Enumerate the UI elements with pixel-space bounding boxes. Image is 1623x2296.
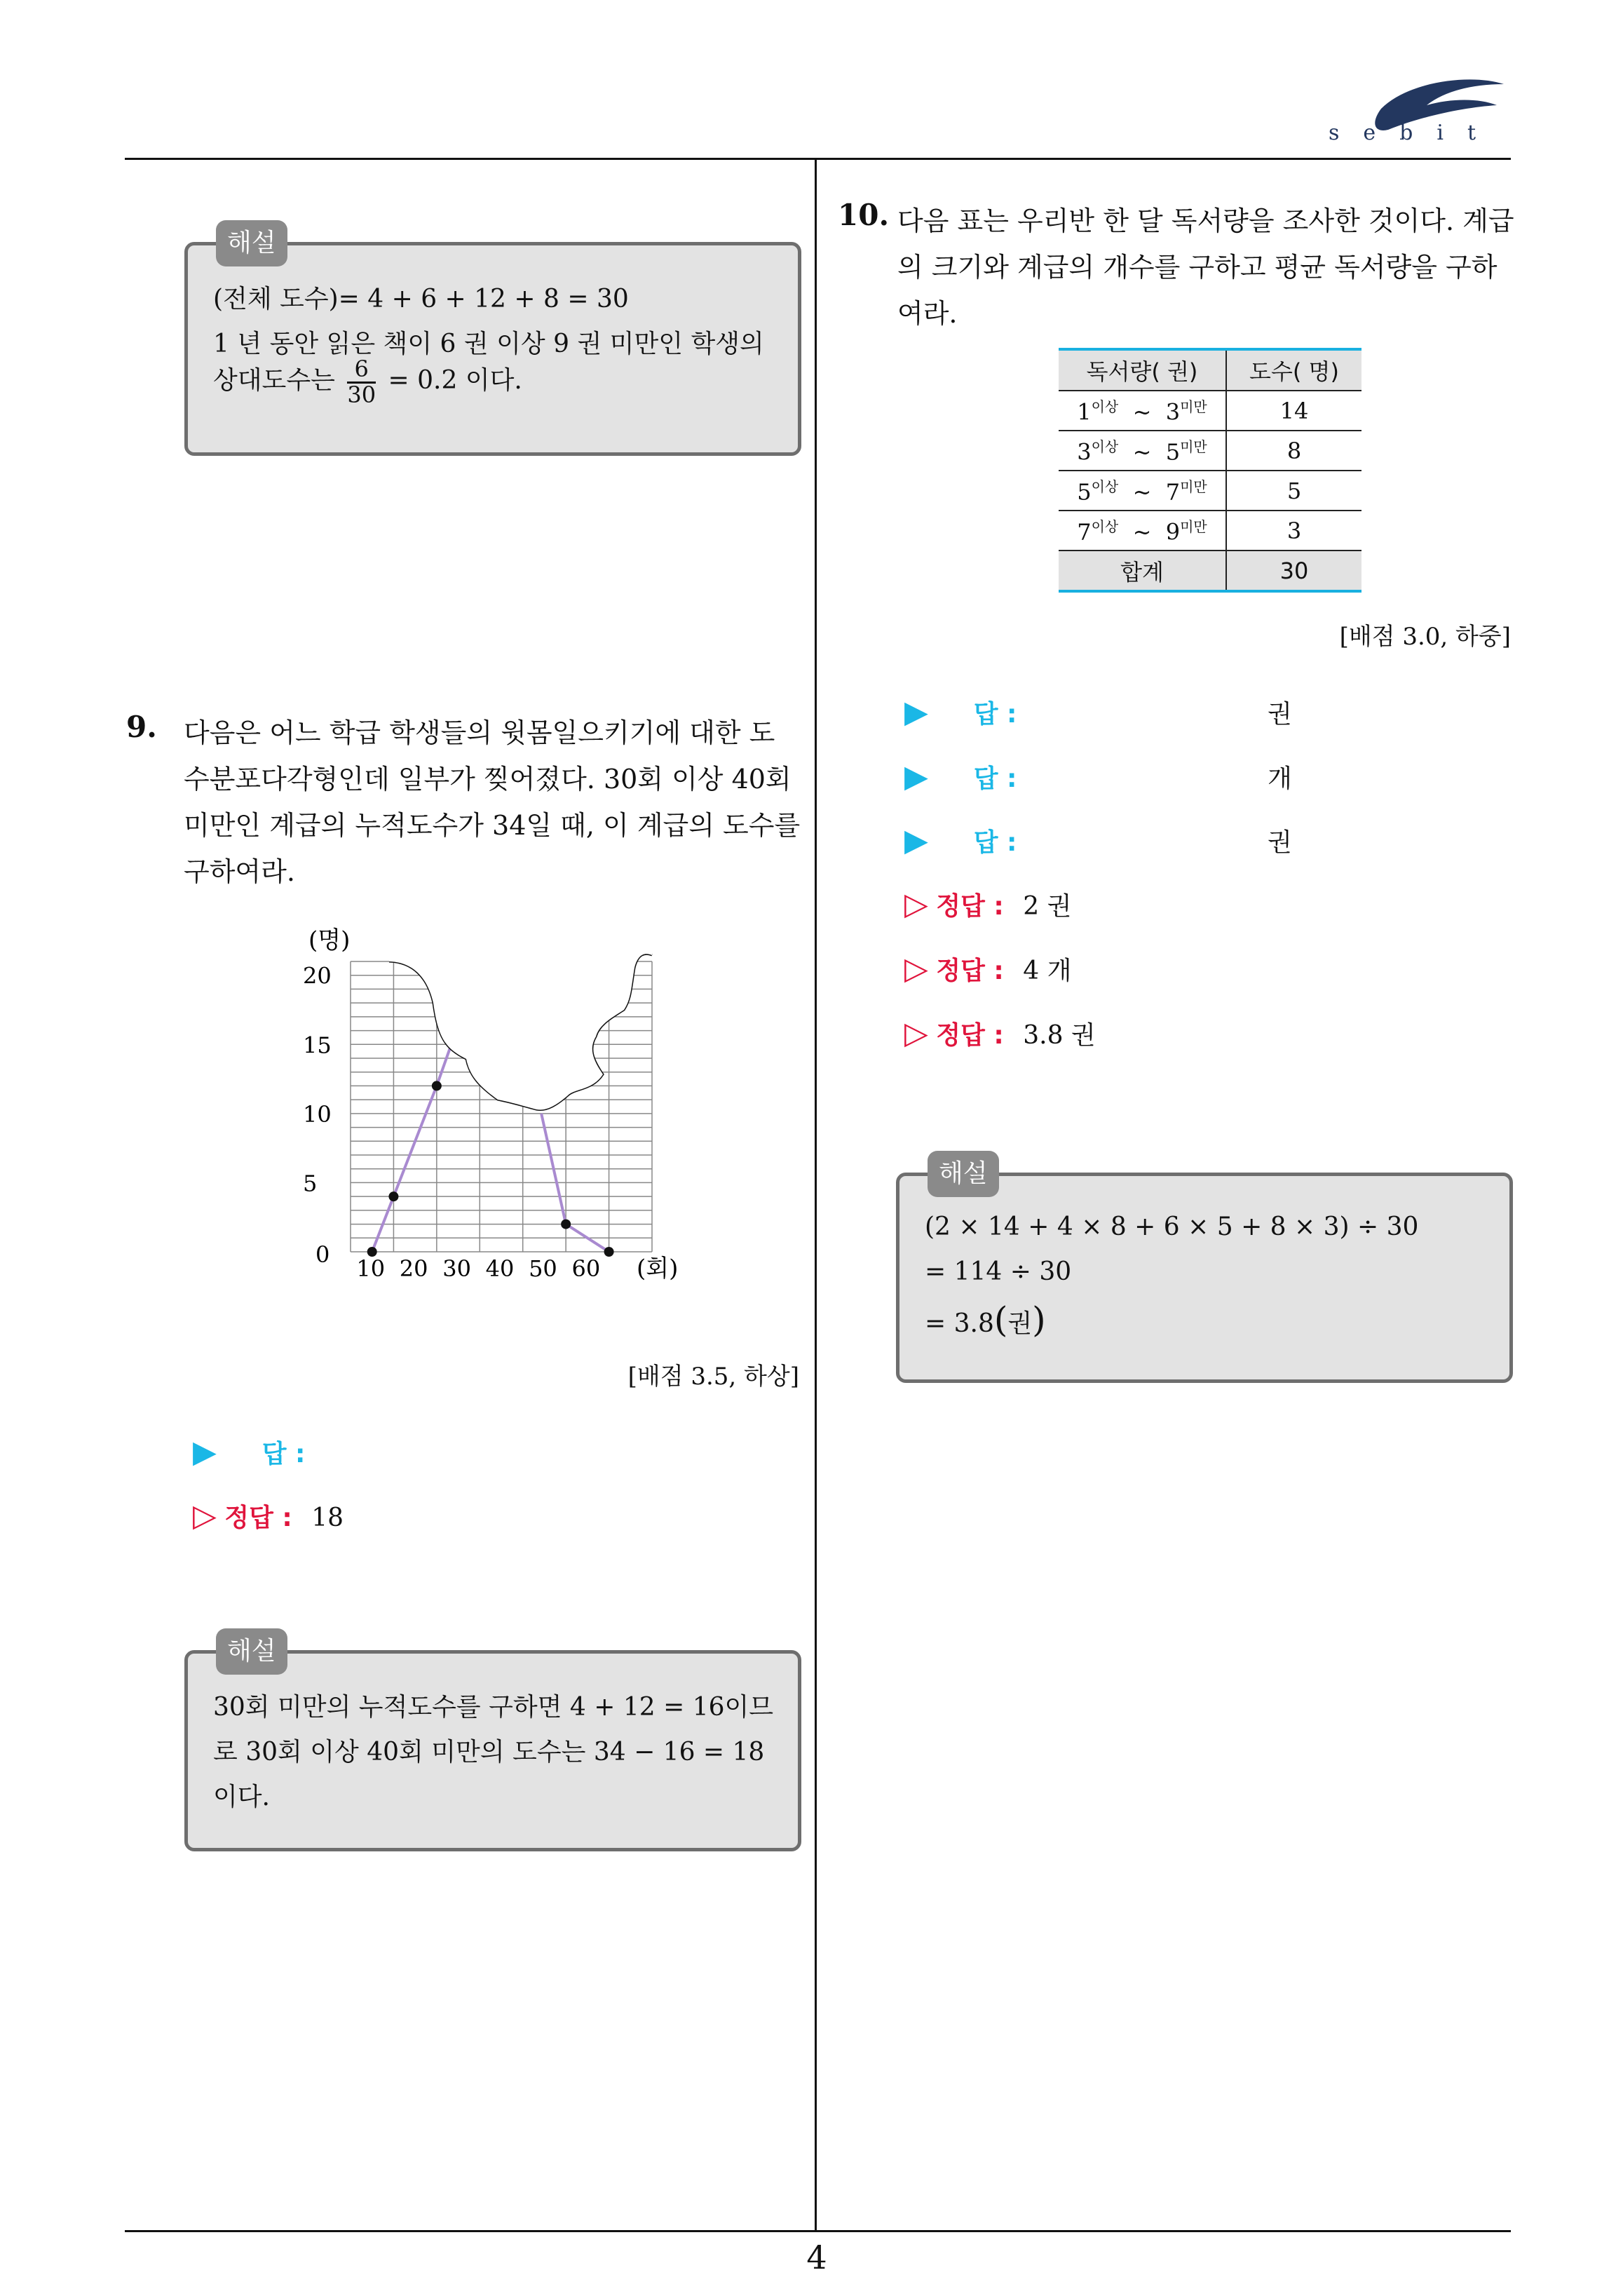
question-number: 10. bbox=[838, 198, 890, 232]
correct-answer-value: 3.8 권 bbox=[1023, 1021, 1096, 1050]
table-header: 독서량( 권) bbox=[1059, 349, 1226, 391]
text-segment: = 3.8 bbox=[925, 1309, 994, 1338]
y-axis-label: (명) bbox=[308, 926, 351, 954]
outline-triangle-icon: ▷ bbox=[904, 951, 928, 987]
table-total-row bbox=[1059, 551, 1361, 591]
data-point bbox=[604, 1247, 614, 1257]
correct-answer-row bbox=[193, 1498, 344, 1534]
outline-triangle-icon: ▷ bbox=[904, 1015, 928, 1051]
data-point bbox=[388, 1191, 398, 1201]
column-divider bbox=[815, 158, 817, 2231]
question-text: 여라. bbox=[897, 298, 958, 329]
unit-text: 권 bbox=[1007, 1309, 1033, 1338]
explanation-line: = 114 ÷ 30 bbox=[925, 1257, 1072, 1286]
fraction bbox=[347, 358, 376, 407]
explanation-tab: 해설 bbox=[216, 220, 287, 266]
explanation-box-q9 bbox=[184, 1637, 801, 1851]
answer-unit: 권 bbox=[1268, 700, 1292, 729]
correct-answer-value: 2 권 bbox=[1023, 892, 1072, 921]
correct-answer-value: 4 개 bbox=[1023, 957, 1072, 985]
footer-rule bbox=[125, 2230, 1511, 2232]
explanation-line: 이다. bbox=[213, 1783, 270, 1811]
page-number: 4 bbox=[806, 2238, 827, 2276]
x-tick-label: 40 bbox=[485, 1255, 515, 1282]
answer-unit: 개 bbox=[1268, 764, 1292, 793]
series-segment-torn bbox=[437, 1044, 451, 1086]
question-text: 다음 표는 우리반 한 달 독서량을 조사한 것이다. 계급 bbox=[897, 205, 1514, 236]
correct-answer-label: 정답 : bbox=[936, 1021, 1004, 1050]
question-text: 구하여라. bbox=[184, 856, 295, 887]
explanation-line: 1 년 동안 읽은 책이 6 권 이상 9 권 미만인 학생의 bbox=[213, 330, 764, 358]
y-tick-label: 0 bbox=[315, 1241, 330, 1268]
answer-row bbox=[904, 823, 1017, 858]
fraction-numerator: 6 bbox=[347, 358, 376, 384]
y-tick-labels bbox=[303, 963, 332, 1268]
table-row bbox=[1059, 471, 1361, 511]
class-interval-cell: $1^{이상}$ ~ $3^{미만}$ bbox=[1059, 391, 1226, 431]
table-header: 도수( 명) bbox=[1226, 349, 1361, 391]
correct-answer-value: 18 bbox=[311, 1504, 344, 1532]
explanation-tab: 해설 bbox=[216, 1628, 287, 1675]
filled-triangle-icon: ▶ bbox=[904, 823, 928, 858]
total-label: 합계 bbox=[1059, 551, 1226, 591]
filled-triangle-icon: ▶ bbox=[193, 1434, 217, 1470]
x-tick-label: 10 bbox=[356, 1255, 386, 1282]
y-tick-label: 10 bbox=[303, 1100, 332, 1128]
filled-triangle-icon: ▶ bbox=[904, 694, 928, 730]
table-row bbox=[1059, 511, 1361, 551]
fraction-denominator: 30 bbox=[347, 381, 376, 408]
logo-wordmark: sebit bbox=[1329, 121, 1500, 145]
data-point bbox=[561, 1220, 571, 1229]
answer-unit: 권 bbox=[1268, 828, 1292, 857]
x-tick-label: 50 bbox=[529, 1255, 557, 1282]
header-rule bbox=[125, 158, 1511, 160]
answer-row bbox=[193, 1434, 305, 1470]
x-tick-label: 60 bbox=[571, 1255, 601, 1282]
torn-paper-mask bbox=[389, 940, 652, 1110]
x-axis-label: (회) bbox=[637, 1255, 679, 1283]
explanation-line: 로 30회 이상 40회 미만의 도수는 34 − 16 = 18 bbox=[213, 1738, 765, 1767]
frequency-cell: 3 bbox=[1226, 511, 1361, 551]
question-text: 수분포다각형인데 일부가 찢어졌다. 30회 이상 40회 bbox=[184, 764, 792, 795]
correct-answer-label: 정답 : bbox=[224, 1504, 292, 1532]
frequency-cell: 8 bbox=[1226, 431, 1361, 471]
question-text: 다음은 어느 학급 학생들의 윗몸일으키기에 대한 도 bbox=[184, 717, 775, 748]
answer-label: 답 : bbox=[973, 828, 1017, 857]
frequency-table bbox=[1059, 348, 1361, 593]
correct-answer-label: 정답 : bbox=[936, 892, 1004, 921]
filled-triangle-icon: ▶ bbox=[904, 759, 928, 795]
explanation-line: 30회 미만의 누적도수를 구하면 4 + 12 = 16이므 bbox=[213, 1693, 774, 1722]
correct-answer-row bbox=[904, 1015, 1096, 1051]
frequency-cell: 5 bbox=[1226, 471, 1361, 511]
question-text: 의 크기와 계급의 개수를 구하고 평균 독서량을 구하 bbox=[897, 252, 1498, 283]
answer-label: 답 : bbox=[262, 1440, 306, 1468]
y-tick-label: 20 bbox=[303, 962, 332, 990]
y-tick-label: 15 bbox=[303, 1032, 332, 1059]
explanation-box-q8 bbox=[184, 229, 801, 456]
outline-triangle-icon: ▷ bbox=[193, 1498, 217, 1534]
explanation-line: (전체 도수)= 4 + 6 + 12 + 8 = 30 bbox=[213, 285, 629, 313]
explanation-line: = 3.8(권) bbox=[925, 1299, 1046, 1340]
question-text: 미만인 계급의 누적도수가 34일 때, 이 계급의 도수를 bbox=[184, 810, 801, 841]
x-tick-label: 30 bbox=[442, 1255, 471, 1282]
class-interval-cell: $5^{이상}$ ~ $7^{미만}$ bbox=[1059, 471, 1226, 511]
explanation-box-q10 bbox=[896, 1159, 1513, 1383]
y-tick-label: 5 bbox=[303, 1170, 318, 1197]
x-tick-labels bbox=[356, 1255, 600, 1282]
correct-answer-row bbox=[904, 886, 1071, 922]
answer-label: 답 : bbox=[973, 700, 1017, 729]
correct-answer-label: 정답 : bbox=[936, 957, 1004, 985]
table-row bbox=[1059, 391, 1361, 431]
data-point bbox=[432, 1081, 442, 1090]
question-number: 9. bbox=[126, 710, 157, 744]
answer-label: 답 : bbox=[973, 764, 1017, 793]
class-interval-cell: $7^{이상}$ ~ $9^{미만}$ bbox=[1059, 511, 1226, 551]
frequency-polygon-chart bbox=[294, 912, 701, 1304]
text-segment: 상대도수는 bbox=[213, 366, 335, 396]
text-segment: = 0.2 이다. bbox=[388, 366, 522, 396]
outline-triangle-icon: ▷ bbox=[904, 886, 928, 922]
explanation-line: (2 × 14 + 4 × 8 + 6 × 5 + 8 × 3) ÷ 30 bbox=[925, 1213, 1419, 1241]
explanation-tab: 해설 bbox=[928, 1151, 999, 1197]
explanation-line bbox=[213, 358, 522, 407]
class-interval-cell: $3^{이상}$ ~ $5^{미만}$ bbox=[1059, 431, 1226, 471]
table-row bbox=[1059, 431, 1361, 471]
total-value: 30 bbox=[1226, 551, 1361, 591]
answer-row bbox=[904, 694, 1017, 730]
score-label: [배점 3.5, 하상] bbox=[627, 1363, 799, 1391]
frequency-cell: 14 bbox=[1226, 391, 1361, 431]
x-tick-label: 20 bbox=[399, 1255, 428, 1282]
correct-answer-row bbox=[904, 951, 1071, 987]
answer-row bbox=[904, 759, 1017, 795]
score-label: [배점 3.0, 하중] bbox=[1339, 623, 1511, 651]
